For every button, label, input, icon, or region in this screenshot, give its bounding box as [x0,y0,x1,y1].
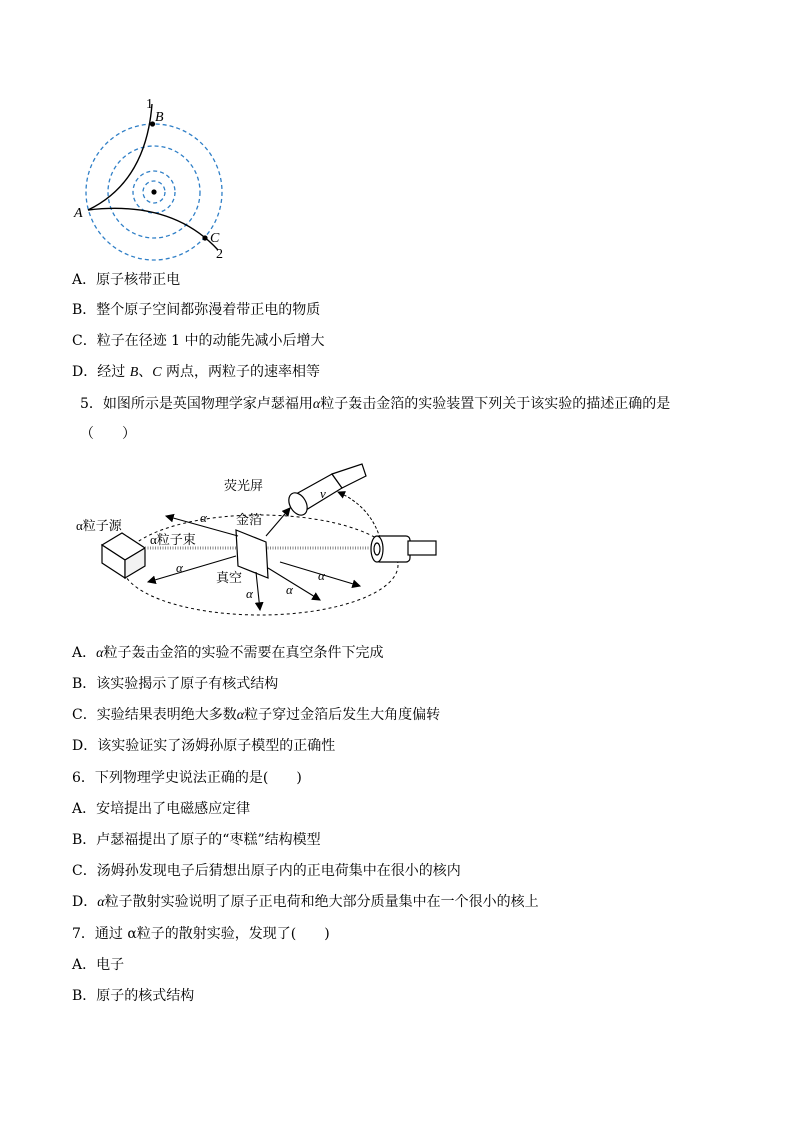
label-c: C [210,231,220,246]
arrow-down-1 [256,572,260,610]
q6-option-c: C．汤姆孙发现电子后猜想出原子内的正电荷集中在很小的核内 [72,863,461,879]
label-b: B [155,110,164,125]
label-a: A [74,206,83,221]
nucleus-dot [151,189,156,194]
q6-stem: 6．下列物理学史说法正确的是( ) [72,770,302,786]
q4-option-d: D．经过 B、C 两点，两粒子的速率相等 [72,364,321,380]
q4-option-a: A．原子核带正电 [72,272,181,288]
q4-option-b: B．整个原子空间都弥漫着带正电的物质 [72,302,321,318]
alpha-source-box [102,533,145,578]
q6-option-b: B．卢瑟福提出了原子的“枣糕”结构模型 [72,832,321,848]
label-alpha-source: α粒子源 [76,518,122,533]
label-alpha-2: α [176,560,183,575]
q5-option-b: B．该实验揭示了原子有核式结构 [72,676,279,692]
q5-option-a: A．α粒子轰击金箔的实验不需要在真空条件下完成 [72,645,384,661]
q5-option-d: D．该实验证实了汤姆孙原子模型的正确性 [72,738,336,754]
figure-alpha-trajectories [60,92,250,267]
arrow-down-2 [268,568,320,600]
rotation-arrow [338,492,380,538]
q7-stem: 7．通过 α粒子的散射实验，发现了( ) [72,926,330,942]
q5-paren: （ ） [80,426,136,442]
trajectory-1 [88,104,152,210]
label-alpha-3: α [246,586,253,601]
q5-option-c: C．实验结果表明绝大多数α粒子穿过金箔后发生大角度偏转 [72,707,441,723]
label-vacuum: 真空 [216,570,243,585]
label-1: 1 [146,97,153,112]
q6-option-a: A．安培提出了电磁感应定律 [72,801,251,817]
label-alpha-beam: α粒子束 [150,532,196,547]
q6-option-d: D．α粒子散射实验说明了原子正电荷和绝大部分质量集中在一个很小的核上 [72,894,539,910]
label-alpha-5: α [318,568,325,583]
microscope-right [371,536,436,562]
label-gold-foil: 金箔 [236,512,263,527]
q5-stem: 5．如图所示是英国物理学家卢瑟福用α粒子轰击金箔的实验装置下列关于该实验的描述正确的是 [80,396,671,412]
label-alpha-1: α [200,510,207,525]
figure-rutherford-apparatus [70,460,450,625]
label-alpha-4: α [286,582,293,597]
point-c-dot [202,235,207,240]
q4-option-c: C．粒子在径迹 1 中的动能先减小后增大 [72,333,325,349]
arrow-up-screen [266,508,290,536]
q7-option-b: B．原子的核式结构 [72,988,195,1004]
label-fluorescent-screen: 荧光屏 [224,478,264,493]
q7-option-a: A．电子 [72,957,125,973]
label-v: v [320,486,326,501]
label-2: 2 [216,247,223,262]
